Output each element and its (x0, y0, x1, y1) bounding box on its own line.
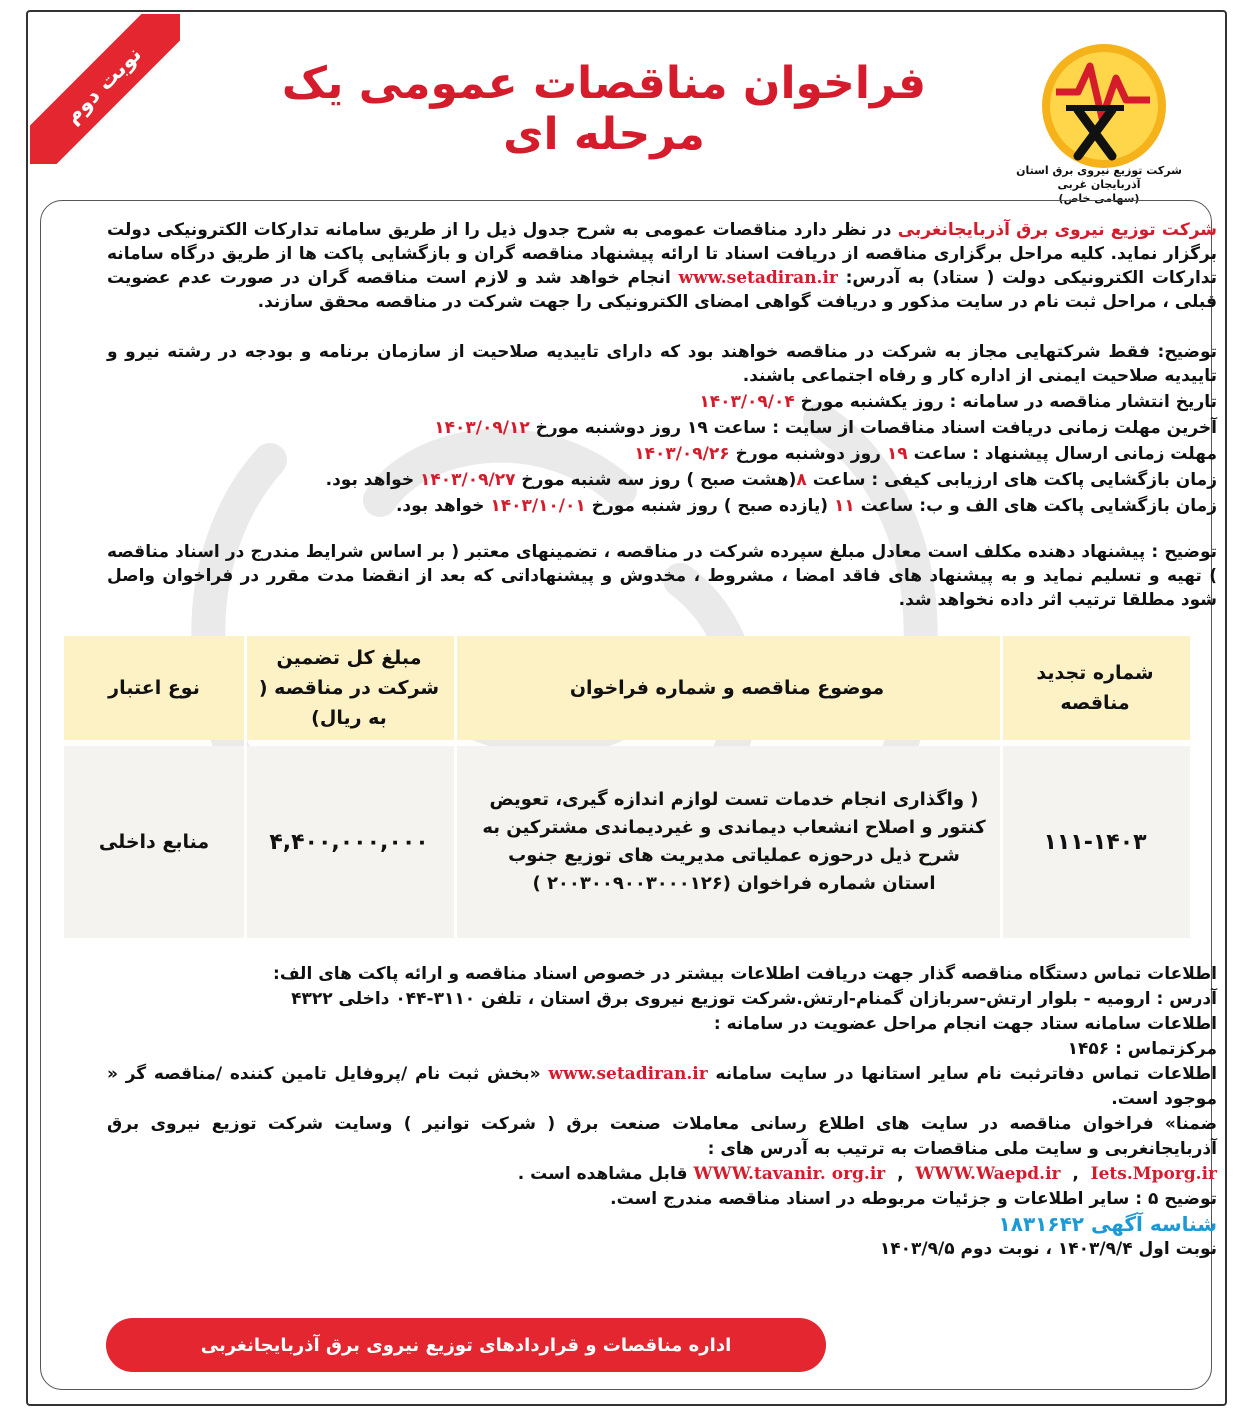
qualification-note: توضیح: فقط شرکتهایی مجاز به شرکت در مناقصه خواهند بود که دارای تاییدیه صلاحیت از سازمان برنامه و بودجه در رشته نیرو و تاییدیه صلاحیت ایمنی از اداره کار و رفاه اجتماعی باشند. (107, 342, 1217, 386)
quality-opening-date: ۱۴۰۳/۰۹/۲۷ (420, 470, 516, 490)
company-type-line: (سهامی خاص) (1058, 192, 1140, 205)
quality-opening-line: زمان بازگشایی پاکت های ارزیابی کیفی : ساعت ۸(هشت صبح ) روز سه شنبه مورخ ۱۴۰۳/۰۹/۲۷ خواهد بود. (325, 470, 1217, 490)
publication-rounds: نوبت اول ۱۴۰۳/۹/۴ ، نوبت دوم ۱۴۰۳/۹/۵ (879, 1239, 1217, 1259)
contact-address: آدرس : ارومیه - بلوار ارتش-سربازان گمنام-ارتش.شرکت توزیع نیروی برق استان ، تلفن ۳۱۱۰-۰۴۴ داخلی ۴۳۲۲ (291, 989, 1217, 1009)
publish-date-line: تاریخ انتشار مناقصه در سامانه : روز یکشنبه مورخ ۱۴۰۳/۰۹/۰۴ (699, 392, 1217, 412)
row-amount: ۴,۴۰۰,۰۰۰,۰۰۰ (269, 829, 429, 855)
contact-intro: اطلاعات تماس دستگاه مناقصه گذار جهت دریافت اطلاعات بیشتر در خصوص اسناد مناقصه و ارائه پاکت های الف: (273, 964, 1217, 984)
setad-link[interactable]: www.setadiran.ir (678, 268, 838, 288)
ad-id: ۱۸۳۱۶۴۲ (998, 1212, 1084, 1236)
offer-deadline-date: ۱۴۰۳/۰۹/۲۶ (634, 444, 730, 464)
intro-text-a: در نظر دارد مناقصات عمومی به شرح جدول ذیل را از طریق سامانه تدارکات الکترونیکی دولت برگزار نماید. کلیه مراحل برگزاری مناقصه از دریافت اسناد تا ارائه پیشنهاد مناقصه گران و بازگشایی پاکت ها از طریق درگاه سامانه تدارکات الکترونیکی دولت ( ستاد) به آدرس: (107, 220, 1217, 288)
col-header-credit: نوع اعتبار (108, 677, 200, 699)
guarantee-note: توضیح : پیشنهاد دهنده مکلف است معادل مبلغ سپرده شرکت در مناقصه ، تضمینهای معتبر ( بر اساس شرایط مندرج در اسناد مناقصه ) تهیه و تسلیم نماید و به پیشنهاد های فاقد امضا ، مشروط ، مخدوش و پیشنهاداتی که بعد از انقضا مدت مقرر در فراخوان واصل شود مطلقا ترتیب اثر داده نخواهد شد. (107, 542, 1217, 610)
company-logo-block (1004, 24, 1204, 205)
header (30, 14, 1222, 205)
page-title: فراخوان مناقصات عمومی یک مرحله ای (281, 58, 927, 160)
ad-id-line: شناسه آگهی ۱۸۳۱۶۴۲ (998, 1212, 1217, 1236)
row-subject: ( واگذاری انجام خدمات تست لوازم اندازه گیری، تعویض کنتور و اصلاح انشعاب دیماندی و غیردیماندی مشترکین به شرح ذیل درحوزه عملیاتی مدیریت های توزیع جنوب استان شماره فراخوان (۲۰۰۳۰۰۹۰۰۳۰۰۰۱۲۶ ) (482, 789, 986, 894)
intro-text-b: انجام خواهد شد و لازم است مناقصه گران در صورت عدم عضویت قبلی ، مراحل ثبت نام در سایت مذکور و دریافت گواهی امضای الکترونیکی را جهت شرکت در مناقصه محقق سازند. (107, 268, 1217, 312)
company-logo-icon (1038, 40, 1170, 172)
row-credit: منابع داخلی (98, 831, 210, 853)
waepd-link[interactable]: WWW.Waepd.ir (915, 1164, 1061, 1184)
col-header-number: شماره تجدید مناقصه (1036, 662, 1154, 714)
corner-ribbon (30, 14, 180, 164)
tender-table (64, 636, 1190, 938)
details-note: توضیح ۵ : سایر اطلاعات و جزئیات مربوطه در اسناد مناقصه مندرج است. (610, 1189, 1217, 1209)
setad-info-line: اطلاعات سامانه ستاد جهت انجام مراحل عضویت در سامانه : (713, 1014, 1217, 1034)
row-number: ۱۱۱-۱۴۰۳ (1043, 829, 1147, 855)
sites-list: WWW.tavanir. org.ir , WWW.Waepd.ir , Iets.Mporg.ir قابل مشاهده است . (517, 1164, 1217, 1184)
intro-paragraph (107, 218, 1217, 314)
dates-block (107, 390, 1217, 518)
company-name-line: شرکت توزیع نیروی برق استان آذربایجان غربی (1016, 164, 1182, 191)
ab-opening-date: ۱۴۰۳/۱۰/۰۱ (490, 496, 586, 516)
offer-deadline-line: مهلت زمانی ارسال پیشنهاد : ساعت ۱۹ روز دوشنبه مورخ ۱۴۰۳/۰۹/۲۶ (634, 444, 1217, 464)
docs-deadline-date: ۱۴۰۳/۰۹/۱۲ (434, 418, 530, 438)
setad-link-2[interactable]: www.setadiran.ir (548, 1064, 708, 1084)
tavanir-link[interactable]: WWW.tavanir. org.ir (693, 1164, 886, 1184)
ribbon-label: نوبت دوم (30, 14, 180, 164)
company-highlight: شرکت توزیع نیروی برق آذربایجانغربی (897, 220, 1218, 240)
ab-opening-line: زمان بازگشایی پاکت های الف و ب: ساعت ۱۱ (یازده صبح ) روز شنبه مورخ ۱۴۰۳/۱۰/۰۱ خواهد بود. (395, 496, 1217, 516)
col-header-subject: موضوع مناقصه و شماره فراخوان (569, 677, 885, 699)
registration-offices-line: اطلاعات تماس دفاترثبت نام سایر استانها در سایت سامانه www.setadiran.ir «بخش ثبت نام /پروفایل تامین کننده /مناقصه گر « موجود است. (107, 1064, 1217, 1109)
contact-block (107, 962, 1217, 1262)
publication-sites-line: ضمنا» فراخوان مناقصه در سایت های اطلاع رسانی معاملات صنعت برق ( شرکت توانیر ) وسایت شرکت توزیع نیروی برق آذربایجانغربی و سایت ملی مناقصات به ترتیب به آدرس های : (107, 1114, 1217, 1159)
col-header-amount: مبلغ کل تضمین شرکت در مناقصه ( به ریال) (258, 647, 440, 729)
iets-link[interactable]: Iets.Mporg.ir (1090, 1164, 1217, 1184)
publish-date: ۱۴۰۳/۰۹/۰۴ (699, 392, 795, 412)
footer-banner: اداره مناقصات و قراردادهای توزیع نیروی برق آذربایجانغربی (106, 1318, 826, 1372)
docs-deadline-line: آخرین مهلت زمانی دریافت اسناد مناقصات از سایت : ساعت ۱۹ روز دوشنبه مورخ ۱۴۰۳/۰۹/۱۲ (434, 418, 1217, 438)
call-center: مرکزتماس : ۱۴۵۶ (1067, 1039, 1217, 1059)
